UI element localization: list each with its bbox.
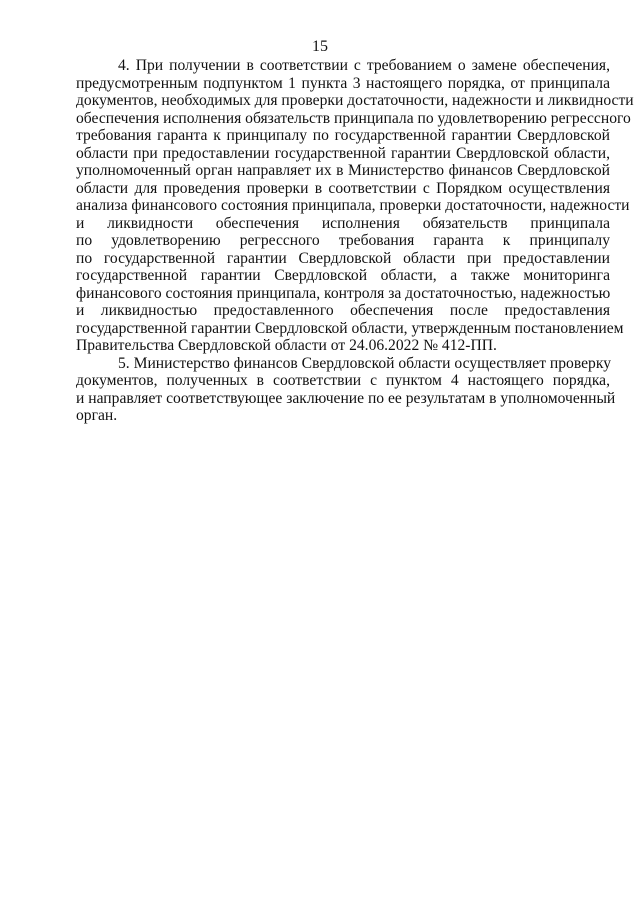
text-line: уполномоченный орган направляет их в Министерство финансов Свердловской bbox=[76, 162, 610, 179]
text-line: и ликвидности обеспечения исполнения обязательств принципала bbox=[76, 214, 610, 232]
document-body bbox=[76, 57, 634, 425]
text-line: области для проведения проверки в соответствии с Порядком осуществления bbox=[76, 179, 610, 197]
page-number: 15 bbox=[312, 38, 328, 55]
paragraph-4 bbox=[76, 57, 634, 355]
text-line: государственной гарантии Свердловской области, а также мониторинга bbox=[76, 267, 610, 284]
text-line: и ликвидностью предоставленного обеспечения после предоставления bbox=[76, 302, 610, 319]
text-line: финансового состояния принципала, контроля за достаточностью, надежностью bbox=[76, 284, 611, 302]
text-line: области при предоставлении государственной гарантии Свердловской области, bbox=[76, 144, 610, 162]
text-line: предусмотренным подпунктом 1 пункта 3 настоящего порядка, от принципала bbox=[76, 74, 610, 92]
text-line: 4. При получении в соответствии с требованием о замене обеспечения, bbox=[118, 57, 610, 74]
text-line: анализа финансового состояния принципала, проверки достаточности, надежности bbox=[76, 197, 630, 214]
text-line: требования гаранта к принципалу по государственной гарантии Свердловской bbox=[76, 127, 610, 144]
text-line: орган. bbox=[76, 407, 118, 424]
text-line: Правительства Свердловской области от 24.06.2022 № 412-ПП. bbox=[76, 337, 497, 354]
text-line: обеспечения исполнения обязательств принципала по удовлетворению регрессного bbox=[76, 109, 631, 127]
paragraph-5 bbox=[76, 354, 616, 425]
text-line: и направляет соответствующее заключение по ее результатам в уполномоченный bbox=[76, 389, 616, 407]
text-line: по удовлетворению регрессного требования гаранта к принципалу bbox=[76, 232, 610, 249]
text-line: документов, полученных в соответствии с пунктом 4 настоящего порядка, bbox=[76, 372, 610, 389]
text-line: по государственной гарантии Свердловской области при предоставлении bbox=[76, 249, 610, 267]
text-line: 5. Министерство финансов Свердловской области осуществляет проверку bbox=[118, 354, 611, 372]
text-line: документов, необходимых для проверки достаточности, надежности и ликвидности bbox=[76, 92, 634, 109]
text-line: государственной гарантии Свердловской области, утвержденным постановлением bbox=[76, 319, 624, 337]
